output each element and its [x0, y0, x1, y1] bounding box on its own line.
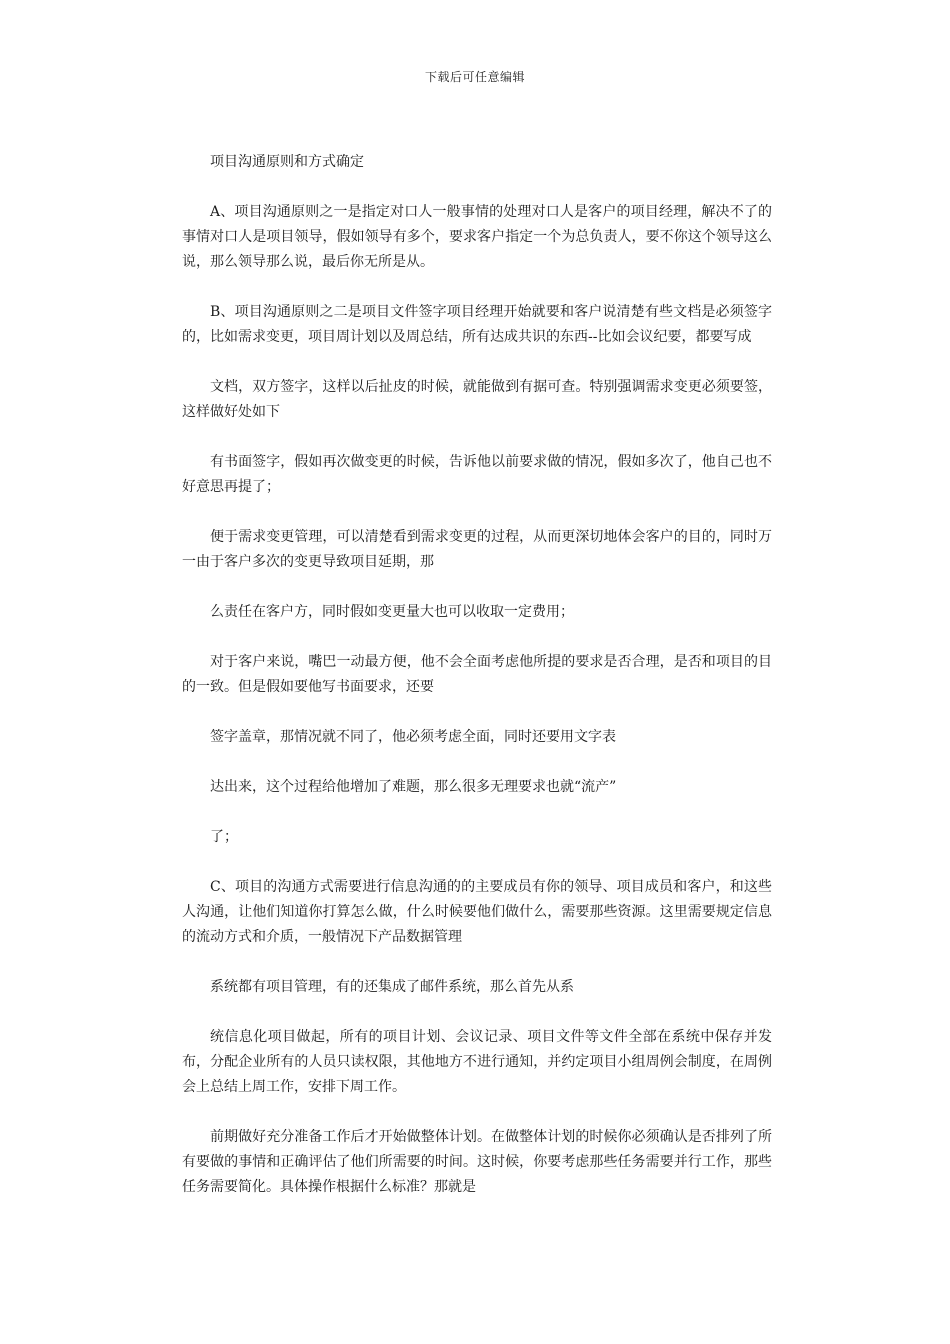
paragraph: 签字盖章，那情况就不同了，他必须考虑全面，同时还要用文字表: [210, 729, 616, 745]
paragraph: 对于客户来说，嘴巴一动最方便，他不会全面考虑他所提的要求是否合理，是否和项目的目的一致。但是假如要他写书面要求，还要: [182, 654, 772, 695]
paragraph: 了；: [210, 829, 238, 845]
paragraph: B、项目沟通原则之二是项目文件签字项目经理开始就要和客户说清楚有些文档是必须签字的，比如需求变更，项目周计划以及周总结，所有达成共识的东西--比如会议纪要，都要写成: [182, 304, 772, 345]
document-title: 项目沟通原则和方式确定: [210, 154, 364, 170]
paragraph: 有书面签字，假如再次做变更的时候，告诉他以前要求做的情况，假如多次了，他自己也不好意思再提了；: [182, 454, 772, 495]
paragraph: 系统都有项目管理，有的还集成了邮件系统，那么首先从系: [210, 979, 574, 995]
paragraph: A、项目沟通原则之一是指定对口人一般事情的处理对口人是客户的项目经理，解决不了的事情对口人是项目领导，假如领导有多个，要求客户指定一个为总负责人，要不你这个领导这么说，那么领导那么说，最后你无所是从。: [182, 204, 772, 270]
paragraph: 文档，双方签字，这样以后扯皮的时候，就能做到有据可查。特别强调需求变更必须要签，这样做好处如下: [182, 379, 772, 420]
paragraph: 前期做好充分准备工作后才开始做整体计划。在做整体计划的时候你必须确认是否排列了所有要做的事情和正确评估了他们所需要的时间。这时候，你要考虑那些任务需要并行工作，那些任务需要简化。具体操作根据什么标准？那就是: [182, 1129, 772, 1195]
paragraph: 达出来，这个过程给他增加了难题，那么很多无理要求也就“流产”: [210, 779, 617, 795]
document-body: [182, 150, 772, 1225]
paragraph: 统信息化项目做起，所有的项目计划、会议记录、项目文件等文件全部在系统中保存并发布，分配企业所有的人员只读权限，其他地方不进行通知，并约定项目小组周例会制度，在周例会上总结上周工作，安排下周工作。: [182, 1029, 772, 1095]
paragraph: C、项目的沟通方式需要进行信息沟通的的主要成员有你的领导、项目成员和客户，和这些人沟通，让他们知道你打算怎么做，什么时候要他们做什么，需要那些资源。这里需要规定信息的流动方式和介质，一般情况下产品数据管理: [182, 879, 772, 945]
paragraph: 么责任在客户方，同时假如变更量大也可以收取一定费用；: [210, 604, 574, 620]
paragraph: 便于需求变更管理，可以清楚看到需求变更的过程，从而更深切地体会客户的目的，同时万一由于客户多次的变更导致项目延期，那: [182, 529, 772, 570]
page-header: 下载后可任意编辑: [424, 70, 525, 84]
